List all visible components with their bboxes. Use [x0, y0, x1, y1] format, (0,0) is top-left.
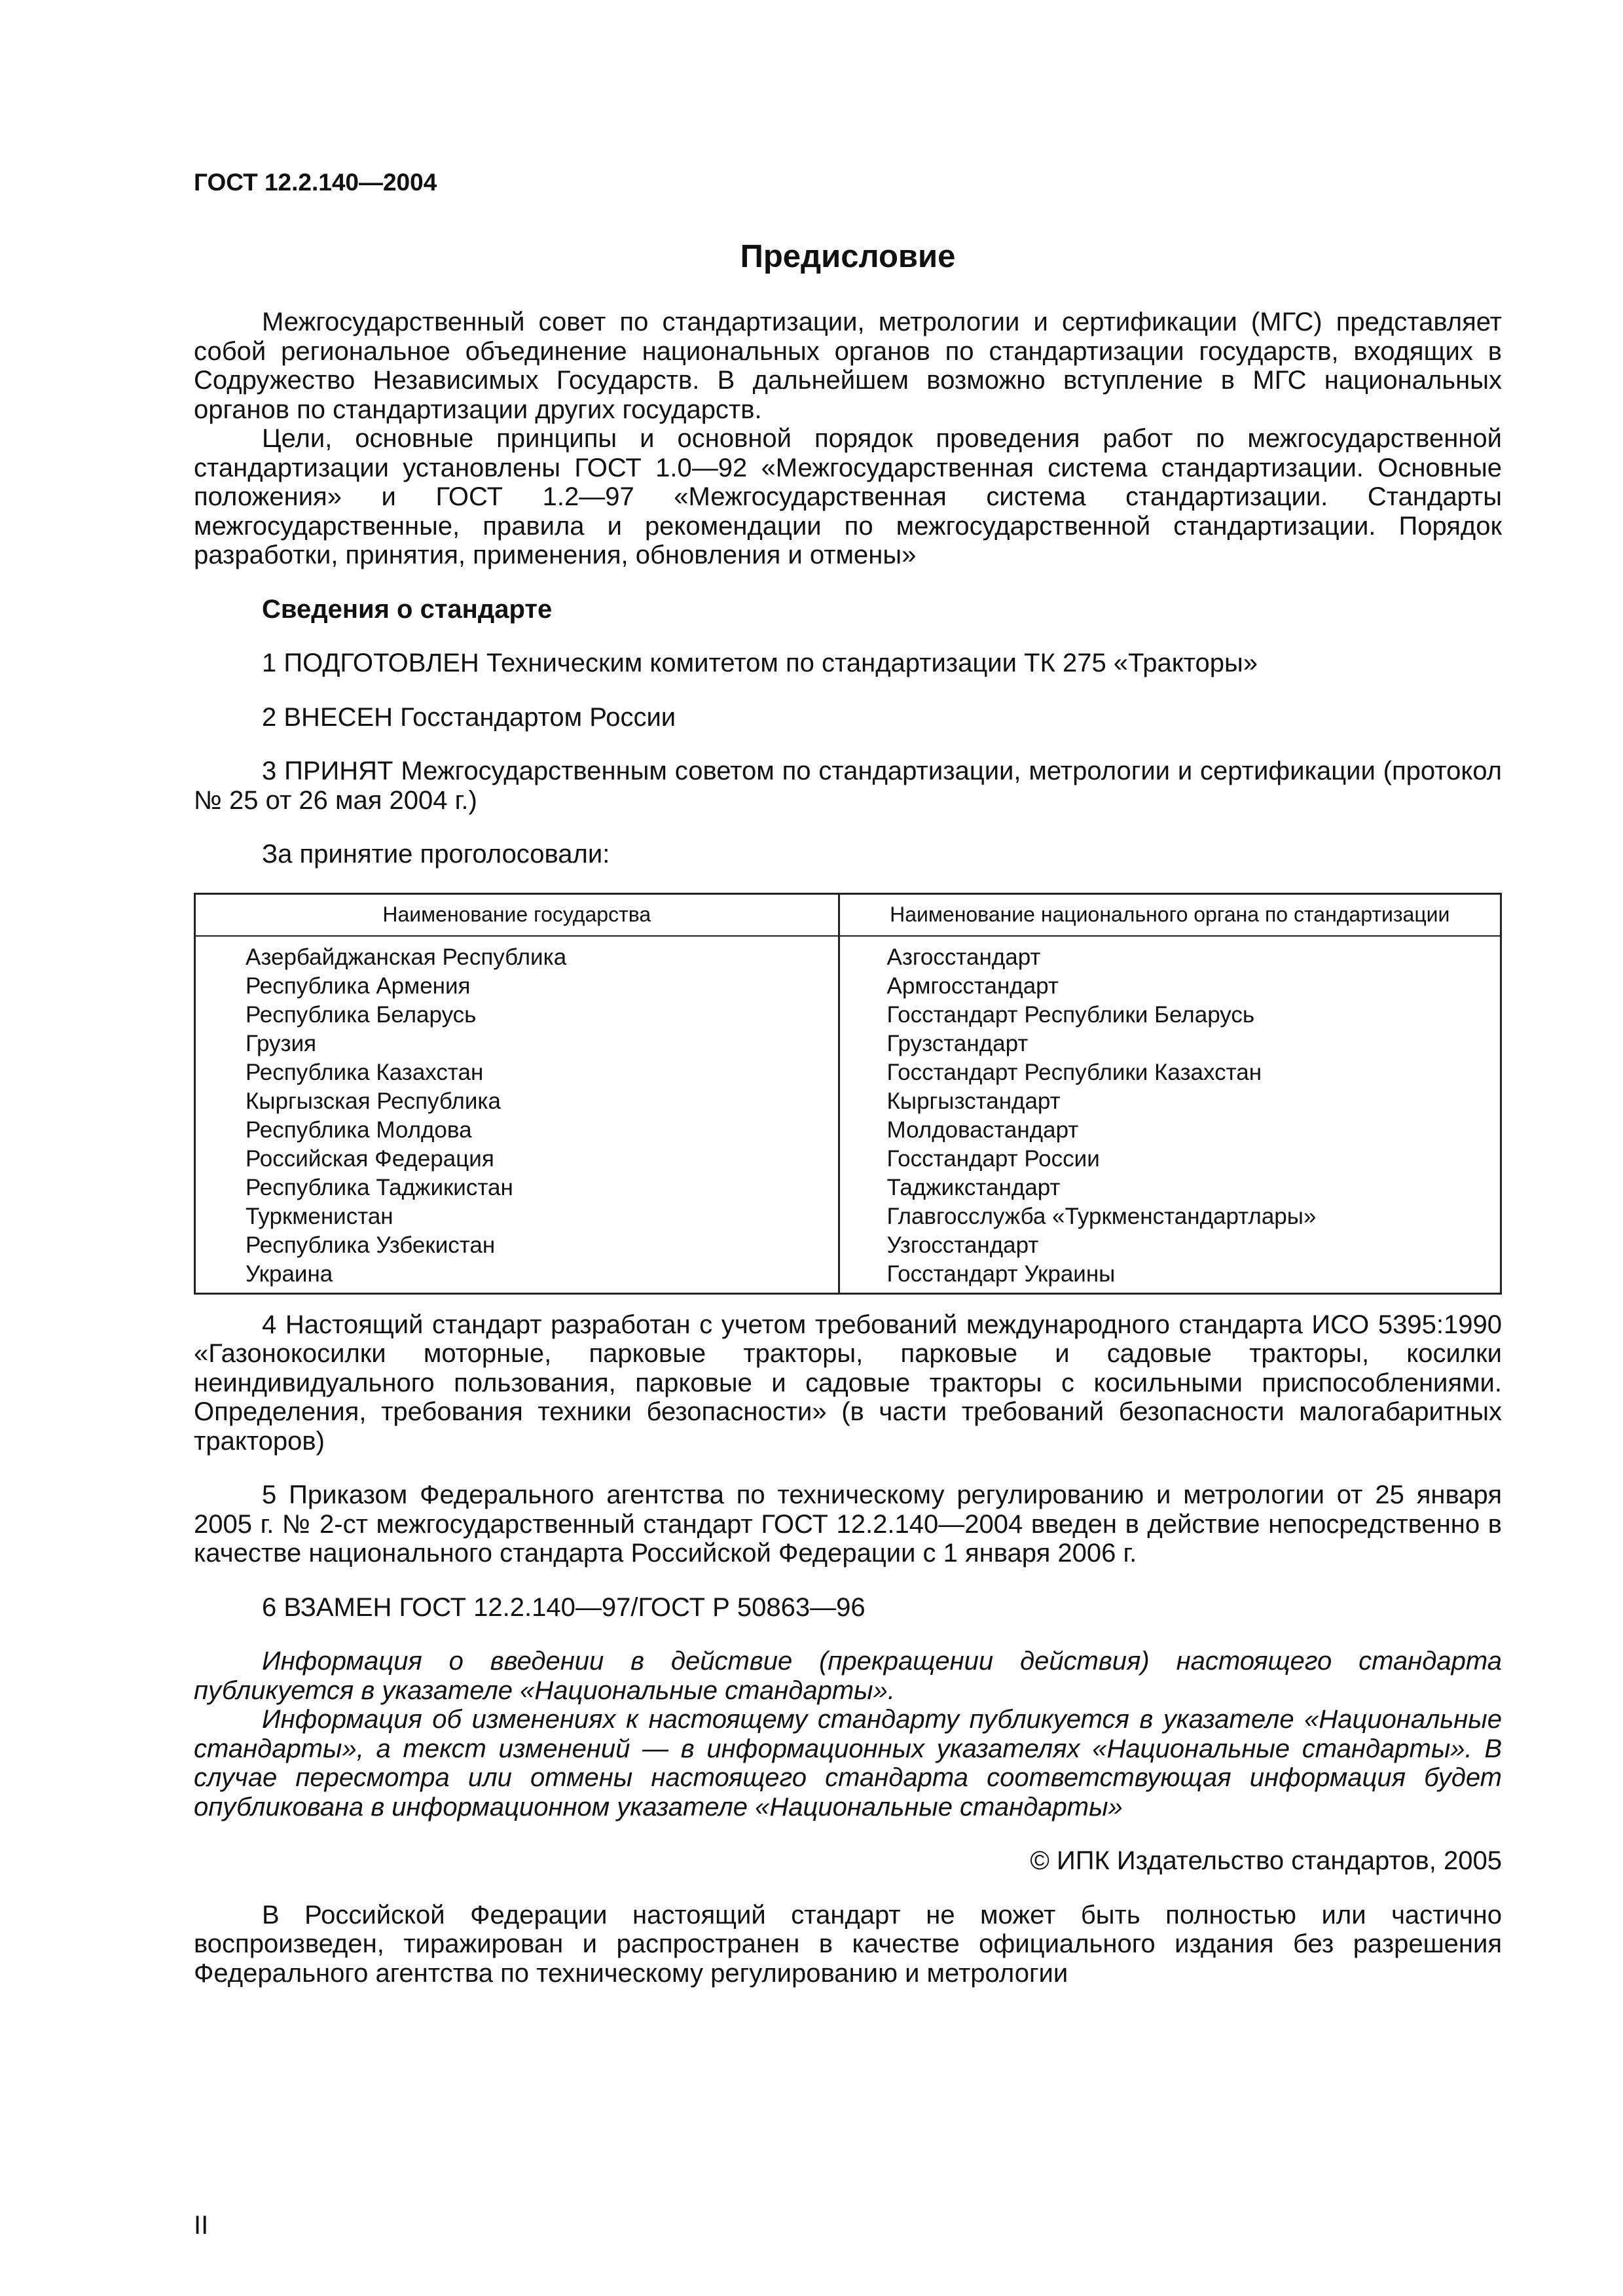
state-name: Республика Казахстан: [246, 1059, 484, 1085]
note-paragraph-2: Информация об изменениях к настоящему стандарту публикуется в указателе «Национальные стандарты», а текст изменений — в информационных указателях «Национальные стандарты». В случае пересмотра или отмены настоящего стандарта соответствующая информация будет опубликована в информационном указателе «Национальные стандарты»: [194, 1705, 1502, 1821]
state-name: Республика Таджикистан: [246, 1174, 513, 1200]
state-name: Российская Федерация: [246, 1145, 494, 1172]
standards-body-name: Армгосстандарт: [886, 973, 1059, 999]
standards-body-name: Госстандарт России: [886, 1145, 1100, 1172]
state-name: Республика Молдова: [246, 1117, 472, 1143]
intro-paragraph-2: Цели, основные принципы и основной порядок проведения работ по межгосударственной стандартизации установлены ГОСТ 1.0—92 «Межгосударственная система стандартизации. Основные положения» и ГОСТ 1.2—97 «Межгосударственная система стандартизации. Стандарты межгосударственные, правила и рекомендации по межгосударственной стандартизации. Порядок разработки, принятия, применения, обновления и отмены»: [194, 424, 1502, 569]
item-6: 6 ВЗАМЕН ГОСТ 12.2.140—97/ГОСТ Р 50863—96: [262, 1592, 866, 1622]
standards-body-name: Госстандарт Республики Казахстан: [886, 1059, 1262, 1085]
state-name: Азербайджанская Республика: [246, 944, 567, 970]
page-number: II: [194, 2211, 209, 2240]
legal-notice: В Российской Федерации настоящий стандарт не может быть полностью или частично воспроизведен, тиражирован и распространен в качестве официального издания без разрешения Федерального агентства по техническому регулированию и метрологии: [194, 1900, 1502, 1988]
preface-body: [194, 308, 1502, 1988]
item-2: 2 ВНЕСЕН Госстандартом России: [262, 702, 676, 732]
info-heading: Сведения о стандарте: [262, 594, 553, 624]
standards-body-name: Кыргызстандарт: [886, 1088, 1061, 1114]
item-5: 5 Приказом Федерального агентства по техническому регулированию и метрологии от 25 января 2005 г. № 2-ст межгосударственный стандарт ГОСТ 12.2.140—2004 введен в действие непосредственно в качестве национального стандарта Российской Федерации с 1 января 2006 г.: [194, 1480, 1502, 1568]
state-name: Украина: [246, 1261, 333, 1287]
vote-label: За принятие проголосовали:: [262, 840, 610, 869]
column-header-state: Наименование государства: [195, 893, 839, 936]
standards-body-name: Главгосслужба «Туркменстандартлары»: [886, 1203, 1317, 1229]
table-header-row: [195, 893, 1501, 936]
intro-paragraph-1: Межгосударственный совет по стандартизации, метрологии и сертификации (МГС) представляет собой региональное объединение национальных органов по стандартизации государств, входящих в Содружество Независимых Государств. В дальнейшем возможно вступление в МГС национальных органов по стандартизации других государств.: [194, 308, 1502, 424]
standards-body-name: Азгосстандарт: [886, 944, 1041, 970]
states-column: [195, 936, 839, 1294]
bodies-column: [839, 936, 1501, 1294]
state-name: Кыргызская Республика: [246, 1088, 501, 1114]
item-4: 4 Настоящий стандарт разработан с учетом требований международного стандарта ИСО 5395:1990 «Газонокосилки моторные, парковые тракторы, парковые и садовые тракторы, косилки неиндивидуального пользования, парковые и садовые тракторы с косильными приспособлениями. Определения, требования техники безопасности» (в части требований безопасности малогабаритных тракторов): [194, 1310, 1502, 1456]
item-1: 1 ПОДГОТОВЛЕН Техническим комитетом по стандартизации ТК 275 «Тракторы»: [262, 649, 1258, 677]
voting-states-table: [194, 893, 1502, 1295]
item-3: 3 ПРИНЯТ Межгосударственным советом по стандартизации, метрологии и сертификации (протокол № 25 от 26 мая 2004 г.): [194, 757, 1502, 815]
standards-body-name: Молдовастандарт: [886, 1117, 1079, 1143]
standards-body-name: Госстандарт Республики Беларусь: [886, 1001, 1255, 1028]
state-name: Республика Узбекистан: [246, 1232, 496, 1258]
state-name: Республика Беларусь: [246, 1001, 477, 1028]
standards-body-name: Госстандарт Украины: [886, 1261, 1116, 1287]
table-body-row: [195, 936, 1501, 1294]
page-title: Предисловие: [740, 239, 956, 274]
note-paragraph-1: Информация о введении в действие (прекращении действия) настоящего стандарта публикуется в указателе «Национальные стандарты».: [194, 1647, 1502, 1705]
state-name: Туркменистан: [246, 1203, 393, 1229]
column-header-body: Наименование национального органа по стандартизации: [839, 893, 1501, 936]
copyright-line: © ИПК Издательство стандартов, 2005: [1030, 1846, 1502, 1875]
state-name: Грузия: [246, 1030, 317, 1056]
state-name: Республика Армения: [246, 973, 471, 999]
standards-body-name: Узгосстандарт: [886, 1232, 1039, 1258]
standards-body-name: Грузстандарт: [886, 1030, 1029, 1056]
document-number-header: ГОСТ 12.2.140—2004: [194, 169, 437, 196]
standards-body-name: Таджикстандарт: [886, 1174, 1061, 1200]
